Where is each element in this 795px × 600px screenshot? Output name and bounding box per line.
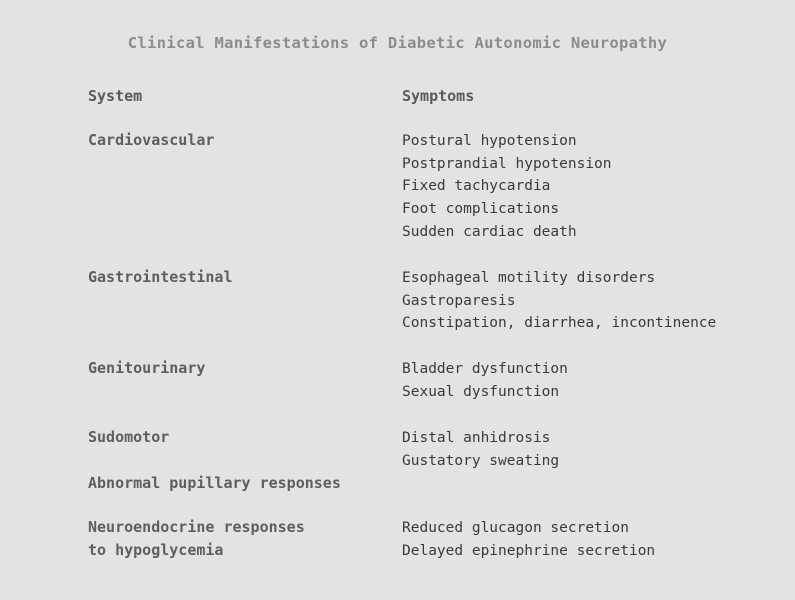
symptom-item: Bladder dysfunction — [402, 361, 568, 377]
system-cell — [88, 129, 214, 152]
system-label: Neuroendocrine responses — [88, 518, 305, 536]
system-cell — [88, 472, 341, 495]
symptom-item: Constipation, diarrhea, incontinence — [402, 315, 717, 332]
symptom-item: Gustatory sweating — [402, 452, 560, 469]
symptom-item: Esophageal motility disorders — [402, 270, 656, 286]
symptom-item: Sudden cardiac death — [402, 223, 577, 240]
symptom-item: Sexual dysfunction — [402, 383, 560, 400]
symptom-item: Fixed tachycardia — [402, 178, 551, 195]
symptom-item: Gastroparesis — [402, 292, 516, 309]
system-cell — [88, 266, 233, 289]
symptoms-cell — [402, 130, 612, 244]
system-cell — [88, 357, 205, 380]
symptom-item: Reduced glucagon secretion — [402, 520, 629, 536]
symptom-item: Postprandial hypotension — [402, 155, 612, 172]
system-label: Cardiovascular — [88, 131, 215, 149]
symptoms-cell — [402, 427, 559, 472]
symptom-item: Postural hypotension — [402, 133, 577, 149]
system-label: Sudomotor — [88, 428, 170, 446]
symptom-item: Foot complications — [402, 201, 560, 218]
page-title: Clinical Manifestations of Diabetic Autonomic Neuropathy — [127, 34, 668, 52]
symptoms-cell — [402, 358, 568, 403]
system-cell — [88, 516, 305, 561]
system-label: Gastrointestinal — [88, 268, 233, 286]
symptom-item: Distal anhidrosis — [402, 430, 551, 446]
system-column-header: System — [88, 87, 143, 105]
symptoms-cell — [402, 517, 655, 562]
system-cell — [88, 426, 169, 449]
system-label: Abnormal pupillary responses — [88, 474, 341, 492]
symptoms-cell — [402, 267, 716, 335]
symptoms-column-header: Symptoms — [402, 87, 475, 105]
symptom-item: Delayed epinephrine secretion — [402, 542, 656, 559]
system-label: Genitourinary — [88, 359, 206, 377]
system-label: to hypoglycemia — [88, 540, 224, 559]
